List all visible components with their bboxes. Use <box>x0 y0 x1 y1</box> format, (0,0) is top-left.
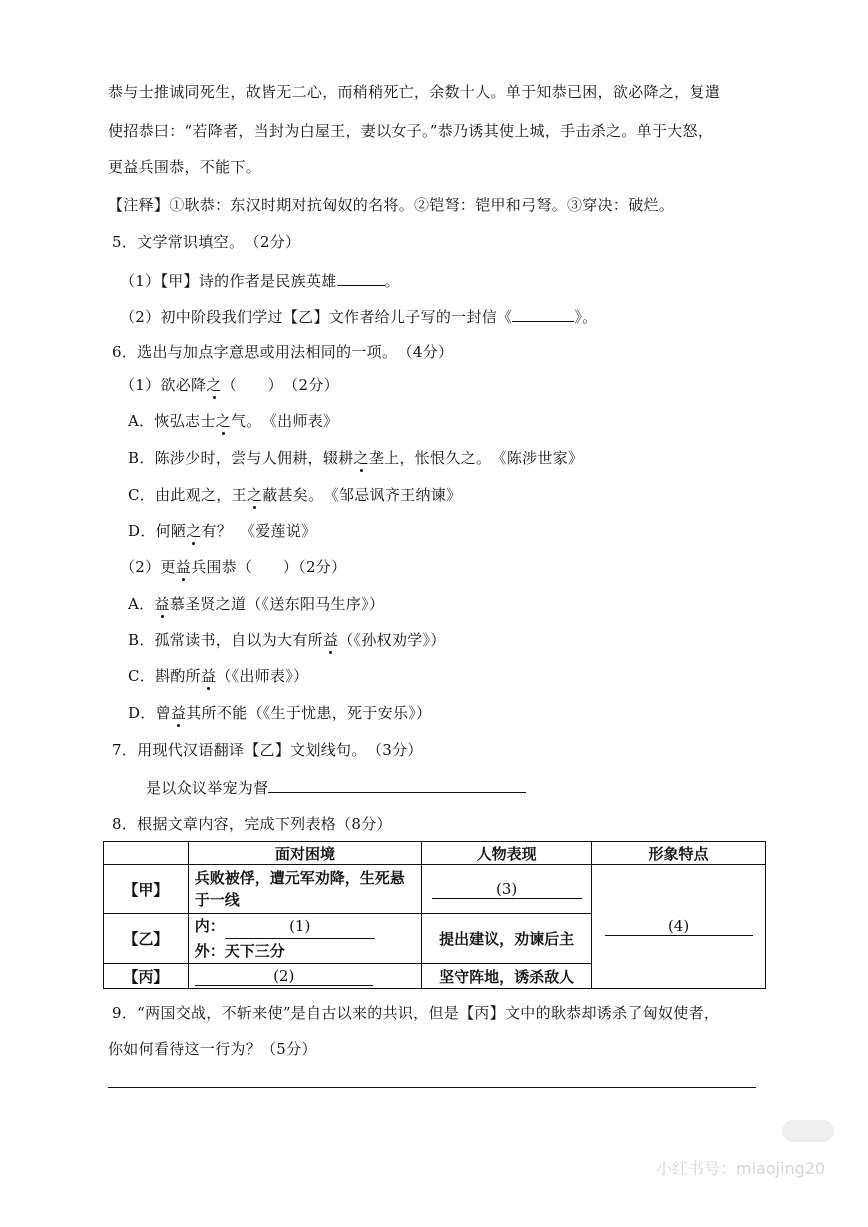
q6-part2-option-d[interactable] <box>128 703 431 723</box>
q6-part1-stem-tail: （ ） （2分） <box>221 376 339 394</box>
q8-title: 8．根据文章内容，完成下列表格（8分） <box>112 815 392 833</box>
dotted-char: 益 <box>322 631 339 649</box>
table-header-row <box>104 842 766 865</box>
q5-part1-blank[interactable] <box>337 269 385 286</box>
bing-performance: 坚守阵地，诱杀敌人 <box>422 964 592 989</box>
option-text: B．陈涉少时，尝与人佣耕，辍耕 <box>128 449 354 467</box>
option-text: D．何陋 <box>128 522 187 540</box>
option-text: A．恢弘志士 <box>128 412 216 430</box>
row-label-yi: 【乙】 <box>104 914 189 964</box>
dotted-char: 益 <box>154 595 170 613</box>
dotted-char: 之 <box>215 412 231 430</box>
dotted-char: 益 <box>170 704 187 722</box>
yi-performance: 提出建议，劝谏后主 <box>422 914 592 964</box>
dotted-char: 益 <box>200 667 217 685</box>
option-text: C．由此观之，王 <box>128 486 247 504</box>
q9-line-1: 9．“两国交战，不斩来使”是自古以来的共识，但是【丙】文中的耿恭却诱杀了匈奴使者， <box>112 1004 720 1022</box>
yi-inner-label: 内： <box>194 917 225 935</box>
table-header-performance: 人物表现 <box>422 842 592 865</box>
q5-part2-text: （2）初中阶段我们学过【乙】文作者给儿子写的一封信《 <box>120 308 513 326</box>
q6-part2-option-b[interactable] <box>128 630 446 650</box>
traits-cell <box>592 865 766 989</box>
yi-inner-blank[interactable]: (1) <box>225 914 375 939</box>
table-header-blank <box>104 842 189 865</box>
q9-answer-line[interactable] <box>108 1087 756 1088</box>
q6-part1-option-d[interactable] <box>128 521 316 541</box>
q6-part2-option-a[interactable] <box>128 594 384 614</box>
q5-part2-blank[interactable] <box>512 305 574 322</box>
row-label-jia: 【甲】 <box>104 865 189 914</box>
q6-part1-option-a[interactable] <box>128 411 338 431</box>
bing-situation-cell <box>188 964 422 989</box>
yi-outer: 外：天下三分 <box>194 942 285 960</box>
q6-title: 6．选出与加点字意思或用法相同的一项。 （4分） <box>112 343 454 361</box>
option-source: （《出师表》） <box>216 667 309 685</box>
option-source: 有？ 《爱莲说》 <box>201 522 317 540</box>
q5-part1 <box>120 269 400 291</box>
q6-part2-option-c[interactable] <box>128 666 308 686</box>
option-text: C．斟酌所 <box>128 667 201 685</box>
dotted-char: 之 <box>353 449 369 467</box>
option-source: 气。 《出师表》 <box>230 412 339 430</box>
q7-answer-blank[interactable] <box>268 776 526 793</box>
bing-situation-blank[interactable]: (2) <box>195 967 373 986</box>
table-row-jia <box>104 865 766 914</box>
q7-sentence-row <box>146 776 526 798</box>
dotted-char: 之 <box>186 522 202 540</box>
passage-line-3: 更益兵围恭，不能下。 <box>108 158 262 176</box>
option-source: 慕圣贤之道（《送东阳马生序》） <box>169 595 385 613</box>
jia-performance-blank[interactable]: (3) <box>432 880 582 899</box>
q7-title: 7．用现代汉语翻译【乙】文划线句。 （3分） <box>112 741 423 759</box>
q5-title: 5．文学常识填空。 （2分） <box>112 233 301 251</box>
q5-part1-text: （1）【甲】诗的作者是民族英雄 <box>120 272 337 290</box>
watermark-text: 小红书号：miaojing20 <box>656 1159 826 1178</box>
q6-part2-stem-text: （2）更 <box>120 558 176 576</box>
q7-sentence: 是以众议举宠为督 <box>146 779 269 797</box>
q6-part2-stem <box>120 557 346 577</box>
q6-part1-stem-text: （1）欲必降 <box>120 376 207 394</box>
option-source: 垄上，怅恨久之。 《陈涉世家》 <box>368 449 584 467</box>
table-header-situation: 面对困境 <box>188 842 422 865</box>
q5-part2 <box>120 305 597 327</box>
option-source: 其所不能（《生于忧患，死于安乐》） <box>186 704 432 722</box>
watermark-badge <box>782 1120 834 1142</box>
q6-part1-option-b[interactable] <box>128 448 583 468</box>
dotted-char: 益 <box>175 558 192 576</box>
dotted-char: 之 <box>246 486 263 504</box>
jia-situation: 兵败被俘，遭元军劝降，生死悬于一线 <box>188 865 422 914</box>
q5-part2-end: 》。 <box>574 308 598 326</box>
q6-part2-stem-tail: 兵围恭（ ）（2分） <box>191 558 347 576</box>
traits-blank[interactable]: (4) <box>605 917 753 936</box>
q9-line-2: 你如何看待这一行为？（5分） <box>108 1040 317 1058</box>
option-text: A． <box>128 595 155 613</box>
q6-part1-option-c[interactable] <box>128 485 461 505</box>
q6-part1-stem <box>120 375 339 395</box>
dotted-char: 之 <box>206 376 222 394</box>
passage-line-1: 恭与士推诚同死生，故皆无二心，而稍稍死亡，余数十人。单于知恭已困，欲必降之，复遣 <box>108 83 721 101</box>
option-text: D．曾 <box>128 704 171 722</box>
option-source: 蔽甚矣。 《邹忌讽齐王纳谏》 <box>262 486 462 504</box>
table-header-traits: 形象特点 <box>592 842 766 865</box>
passage-line-2: 使招恭曰：“若降者，当封为白屋王，妻以女子。”恭乃诱其使上城，手击杀之。单于大怒， <box>108 122 714 140</box>
q8-table <box>103 841 766 989</box>
yi-situation-cell <box>188 914 422 964</box>
q5-part1-end: 。 <box>384 272 400 290</box>
option-source: （《孙权劝学》） <box>338 631 446 649</box>
jia-performance-cell <box>422 865 592 914</box>
option-text: B．孤常读书，自以为大有所 <box>128 631 323 649</box>
row-label-bing: 【丙】 <box>104 964 189 989</box>
annotation-note: 【注释】①耿恭：东汉时期对抗匈奴的名将。②铠弩：铠甲和弓弩。③穿决：破烂。 <box>108 196 675 214</box>
